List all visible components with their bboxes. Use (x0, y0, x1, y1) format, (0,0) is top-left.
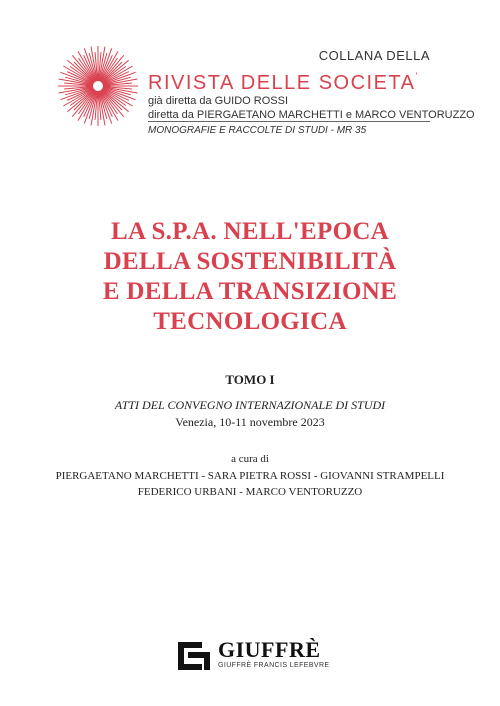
editors-line: FEDERICO URBANI - MARCO VENTORUZZO (137, 486, 363, 498)
publisher-subtitle: GIUFFRÈ FRANCIS LEFEBVRE (218, 662, 330, 669)
journal-name-mark: ' (415, 71, 418, 81)
title-line: DELLA SOSTENIBILITÀ (103, 248, 397, 275)
title-line: TECNOLOGICA (153, 308, 347, 335)
series-journal-name (148, 65, 430, 94)
series-number: MONOGRAFIE E RACCOLTE DI STUDI - MR 35 (148, 125, 367, 136)
conference-place-date: Venezia, 10-11 novembre 2023 (175, 415, 325, 429)
book-title (0, 217, 500, 337)
sunburst-logo-icon (56, 44, 140, 128)
publisher-name: GIUFFRÈ (218, 637, 321, 662)
series-divider (148, 121, 430, 122)
series-label: COLLANA DELLA (318, 48, 430, 63)
volume-label: TOMO I (225, 372, 275, 387)
journal-name-text: RIVISTA DELLE SOCIETA (148, 72, 416, 94)
editors-intro: a cura di (231, 453, 269, 465)
series-header (148, 48, 475, 122)
editors-list (0, 468, 500, 500)
conference-name: ATTI DEL CONVEGNO INTERNAZIONALE DI STUDI (114, 398, 386, 412)
publisher-logo (176, 638, 336, 678)
title-line: LA S.P.A. NELL'EPOCA (110, 218, 390, 245)
editors-line: PIERGAETANO MARCHETTI - SARA PIETRA ROSSI - GIOVANNI STRAMPELLI (55, 470, 445, 482)
title-line: E DELLA TRANSIZIONE (102, 278, 398, 305)
current-directors: diretta da PIERGAETANO MARCHETTI e MARCO VENTORUZZO (148, 109, 475, 121)
giuffre-logo-icon (176, 640, 212, 672)
former-director: già diretta da GUIDO ROSSI (148, 95, 288, 107)
